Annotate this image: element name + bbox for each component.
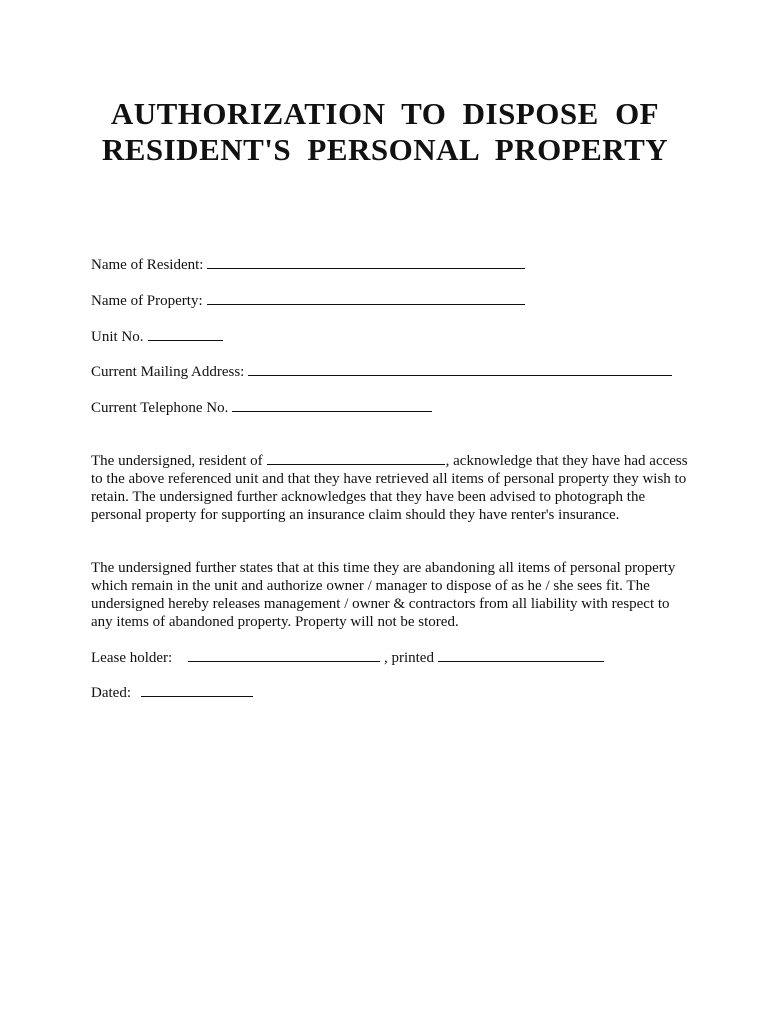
acknowledgement-body-text: , acknowledge that they have had access to the above referenced unit and that they have retrieved all items of personal property they wish to retain. The undersigned further acknowledges that they have been advised to photograph the personal property for supporting an insurance claim should they have renter's insurance. xyxy=(91,453,688,523)
resident-name-blank[interactable] xyxy=(207,255,525,269)
property-name-field xyxy=(91,291,525,310)
document-title-line-1: AUTHORIZATION TO DISPOSE OF xyxy=(110,96,660,131)
document-title-line-2: RESIDENT'S PERSONAL PROPERTY xyxy=(101,132,669,167)
dated-line xyxy=(91,683,253,702)
dated-label: Dated: xyxy=(91,685,131,701)
mailing-address-blank[interactable] xyxy=(248,362,672,376)
resident-name-label: Name of Resident: xyxy=(91,257,204,273)
telephone-field xyxy=(91,398,432,417)
lease-holder-label: Lease holder: xyxy=(91,650,173,666)
unit-number-label: Unit No. xyxy=(91,329,144,345)
acknowledgement-intro-text: The undersigned, resident of xyxy=(91,453,263,469)
property-name-label: Name of Property: xyxy=(91,293,203,309)
unit-number-field xyxy=(91,327,223,346)
lease-holder-signature-line xyxy=(91,648,604,667)
printed-name-blank[interactable] xyxy=(438,648,604,662)
mailing-address-label: Current Mailing Address: xyxy=(91,364,245,380)
resident-of-blank[interactable] xyxy=(267,451,445,465)
unit-number-blank[interactable] xyxy=(148,327,223,341)
telephone-blank[interactable] xyxy=(232,398,432,412)
mailing-address-field xyxy=(91,362,672,381)
lease-holder-signature-blank[interactable] xyxy=(188,648,380,662)
property-name-blank[interactable] xyxy=(207,291,525,305)
telephone-label: Current Telephone No. xyxy=(91,400,229,416)
acknowledgement-paragraph xyxy=(91,451,691,524)
dated-blank[interactable] xyxy=(141,683,253,697)
abandonment-paragraph: The undersigned further states that at this time they are abandoning all items of personal property which remain in the unit and authorize owner / manager to dispose of as he / she sees fit. The undersigned hereby releases management / owner & contractors from all liability with respect to any items of abandoned property. Property will not be stored. xyxy=(91,560,676,630)
resident-name-field xyxy=(91,255,525,274)
printed-name-label: , printed xyxy=(383,650,434,666)
